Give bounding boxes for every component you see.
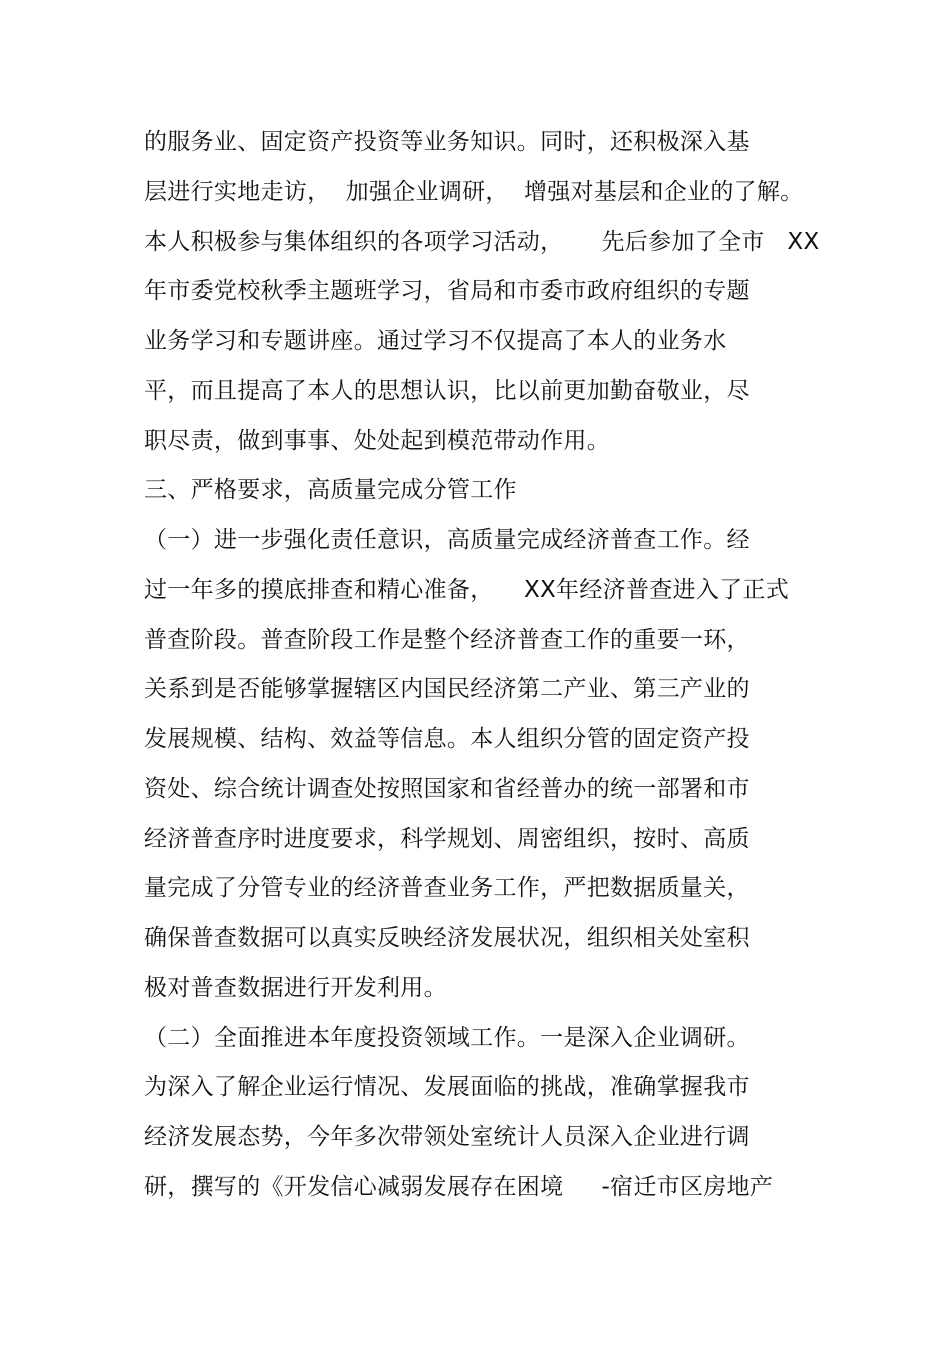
paragraph-line: 为深入了解企业运行情况、发展面临的挑战，准确掌握我市 <box>144 1074 750 1100</box>
paragraph-line: 过一年多的摸底排查和精心准备， XX年经济普查进入了正式 <box>144 577 790 603</box>
paragraph-line: 经济发展态势，今年多次带领处室统计人员深入企业进行调 <box>144 1124 750 1150</box>
paragraph-line: 发展规模、结构、效益等信息。本人组织分管的固定资产投 <box>144 726 750 752</box>
paragraph-line: 资处、综合统计调查处按照国家和省经普办的统一部署和市 <box>144 776 750 802</box>
paragraph-line: 普查阶段。普查阶段工作是整个经济普查工作的重要一环， <box>144 627 750 653</box>
paragraph-line: （一）进一步强化责任意识，高质量完成经济普查工作。经 <box>144 527 750 553</box>
section-heading: 三、严格要求，高质量完成分管工作 <box>144 477 517 503</box>
paragraph-line: （二）全面推进本年度投资领域工作。一是深入企业调研。 <box>144 1025 750 1051</box>
paragraph-line: 经济普查序时进度要求，科学规划、周密组织，按时、高质 <box>144 826 750 852</box>
paragraph-line: 量完成了分管专业的经济普查业务工作，严把数据质量关， <box>144 875 750 901</box>
paragraph-line: 的服务业、固定资产投资等业务知识。同时，还积极深入基 <box>144 129 750 155</box>
paragraph-line: 年市委党校秋季主题班学习，省局和市委市政府组织的专题 <box>144 278 750 304</box>
paragraph-line: 平，而且提高了本人的思想认识，比以前更加勤奋敬业，尽 <box>144 378 750 404</box>
paragraph-line: 职尽责，做到事事、处处起到模范带动作用。 <box>144 428 610 454</box>
paragraph-line: 极对普查数据进行开发利用。 <box>144 975 447 1001</box>
paragraph-line: 层进行实地走访， 加强企业调研， 增强对基层和企业的了解。 <box>144 179 804 205</box>
paragraph-line: 关系到是否能够掌握辖区内国民经济第二产业、第三产业的 <box>144 676 750 702</box>
paragraph-line: 确保普查数据可以真实反映经济发展状况，组织相关处室积 <box>144 925 750 951</box>
paragraph-line: 研，撰写的《开发信心减弱发展存在困境 -宿迁市区房地产 <box>144 1174 774 1200</box>
paragraph-line: 业务学习和专题讲座。通过学习不仅提高了本人的业务水 <box>144 328 727 354</box>
paragraph-line: 本人积极参与集体组织的各项学习活动， 先后参加了全市 XX <box>144 229 820 255</box>
